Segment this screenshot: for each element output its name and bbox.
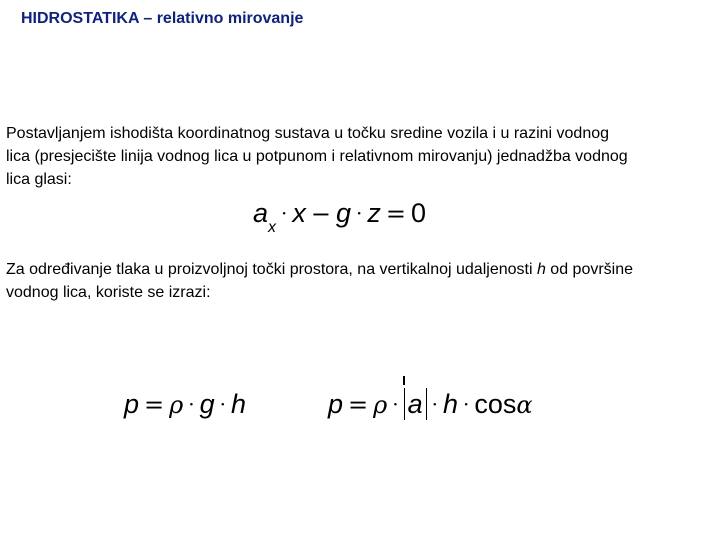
hydrostatic-pressure-equation bbox=[124, 388, 246, 422]
eq-dot: · bbox=[281, 201, 288, 225]
pressure-paragraph bbox=[6, 258, 718, 304]
eq-minus: − bbox=[310, 200, 331, 228]
eq-dot: · bbox=[463, 392, 470, 416]
eq-symbol-a: a bbox=[407, 389, 423, 419]
eq-equals: = bbox=[144, 391, 165, 419]
vector-mark bbox=[403, 376, 405, 385]
eq-symbol-rho: ρ bbox=[373, 391, 388, 419]
eq-dot: · bbox=[219, 392, 226, 416]
eq-dot: · bbox=[188, 392, 195, 416]
eq-symbol-h: h bbox=[443, 389, 459, 419]
paragraph-text: od površine bbox=[545, 261, 634, 278]
page-title: HIDROSTATIKA – relativno mirovanje bbox=[21, 10, 304, 27]
water-surface-equation bbox=[253, 197, 426, 234]
eq-equals: = bbox=[385, 200, 406, 228]
eq-cos: cos bbox=[474, 389, 517, 419]
eq-symbol-p: p bbox=[328, 389, 344, 419]
eq-subscript-x: x bbox=[268, 219, 277, 236]
eq-symbol-alpha: α bbox=[516, 391, 533, 419]
abs-value-bars bbox=[404, 388, 427, 420]
paragraph-line bbox=[6, 258, 718, 281]
paragraph-text: Za određivanje tlaka u proizvoljnoj točki prostora, na vertikalnoj udaljenosti bbox=[6, 261, 537, 278]
eq-symbol-p: p bbox=[124, 389, 140, 419]
eq-symbol-rho: ρ bbox=[169, 391, 184, 419]
eq-symbol-g: g bbox=[336, 198, 352, 228]
eq-dot: · bbox=[392, 392, 399, 416]
eq-symbol-g: g bbox=[199, 389, 215, 419]
eq-symbol-z: z bbox=[367, 198, 381, 228]
paragraph-line: Postavljanjem ishodišta koordinatnog sustava u točku sredine vozila i u razini vodnog bbox=[6, 125, 610, 142]
eq-symbol-x: x bbox=[292, 198, 306, 228]
eq-dot: · bbox=[431, 392, 438, 416]
eq-equals: = bbox=[348, 391, 369, 419]
eq-symbol-a: a bbox=[253, 198, 269, 228]
paragraph-line: lica (presjecište linija vodnog lica u potpunom i relativnom mirovanju) jednadžba vodnog bbox=[6, 148, 628, 165]
relative-pressure-equation bbox=[328, 388, 533, 422]
variable-h: h bbox=[536, 261, 546, 278]
paragraph-line: vodnog lica, koriste se izrazi: bbox=[6, 284, 211, 301]
paragraph-line: lica glasi: bbox=[6, 171, 72, 188]
eq-symbol-h: h bbox=[231, 389, 247, 419]
intro-paragraph bbox=[6, 122, 718, 191]
eq-dot: · bbox=[356, 201, 363, 225]
eq-zero: 0 bbox=[411, 198, 427, 228]
